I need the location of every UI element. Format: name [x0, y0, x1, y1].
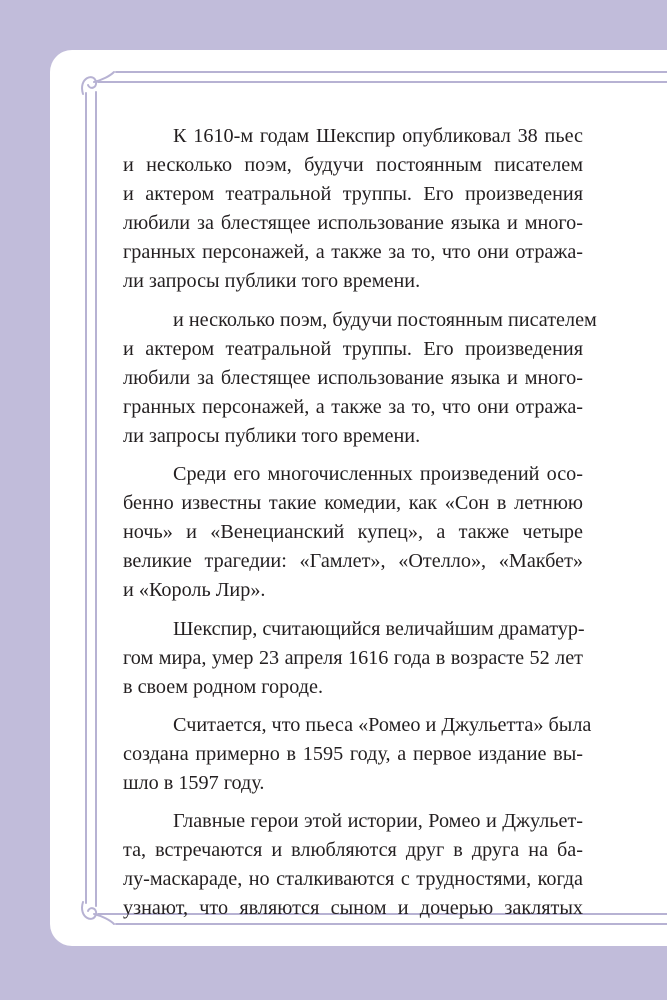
- text-line: ли запросы публики того времени.: [123, 424, 421, 447]
- text-line: та, встречаются и влюбляются друг в друга на ба-: [123, 839, 583, 862]
- text-line: ночь» и «Венецианский купец», а также четыре: [123, 521, 583, 544]
- body-text: [123, 122, 597, 932]
- paragraph: [123, 711, 592, 798]
- text-line: Считается, что пьеса «Ромео и Джульетта» была: [173, 713, 592, 736]
- paragraph: [123, 306, 597, 451]
- paragraph: [123, 807, 583, 923]
- paragraph: [123, 615, 583, 702]
- text-line: Шекспир, считающийся величайшим драматур-: [173, 617, 585, 640]
- text-line: гранных персонажей, а также за то, что они отража-: [123, 395, 583, 418]
- corner-ornament-top-left: [82, 72, 114, 110]
- paragraph: [123, 122, 583, 297]
- text-line: Среди его многочисленных произведений осо-: [173, 463, 583, 486]
- text-line: бенно известны такие комедии, как «Сон в летнюю: [123, 492, 583, 515]
- text-line: любили за блестящее использование языка и много-: [123, 212, 583, 235]
- text-line: ли запросы публики того времени.: [123, 270, 421, 293]
- text-line: шло в 1597 году.: [123, 771, 265, 794]
- text-line: создана примерно в 1595 году, а первое издание вы-: [123, 742, 583, 765]
- text-line: и «Король Лир».: [123, 579, 266, 602]
- text-line: в своем родном городе.: [123, 675, 324, 698]
- corner-ornament-bottom-left: [82, 888, 114, 924]
- text-line: К 1610-м годам Шекспир опубликовал 38 пьес: [173, 125, 583, 147]
- text-line: гом мира, умер 23 апреля 1616 года в возрасте 52 лет: [123, 646, 583, 669]
- text-line: лу-маскараде, но сталкиваются с трудностями, когда: [123, 868, 583, 891]
- text-line: великие трагедии: «Гамлет», «Отелло», «Макбет»: [123, 550, 583, 573]
- text-line: Главные герои этой истории, Ромео и Джульет-: [173, 810, 583, 833]
- text-line: узнают, что являются сыном и дочерью заклятых: [123, 897, 583, 920]
- text-line: гранных персонажей, а также за то, что они отража-: [123, 241, 583, 264]
- text-line: и актером театральной труппы. Его произведения: [123, 337, 583, 360]
- text-line: и актером театральной труппы. Его произведения: [123, 183, 583, 206]
- text-line: любили за блестящее использование языка и много-: [123, 366, 583, 389]
- paragraph: [123, 460, 583, 605]
- text-line: и несколько поэм, будучи постоянным писателем: [123, 154, 583, 177]
- text-line: и несколько поэм, будучи постоянным писателем: [173, 308, 597, 331]
